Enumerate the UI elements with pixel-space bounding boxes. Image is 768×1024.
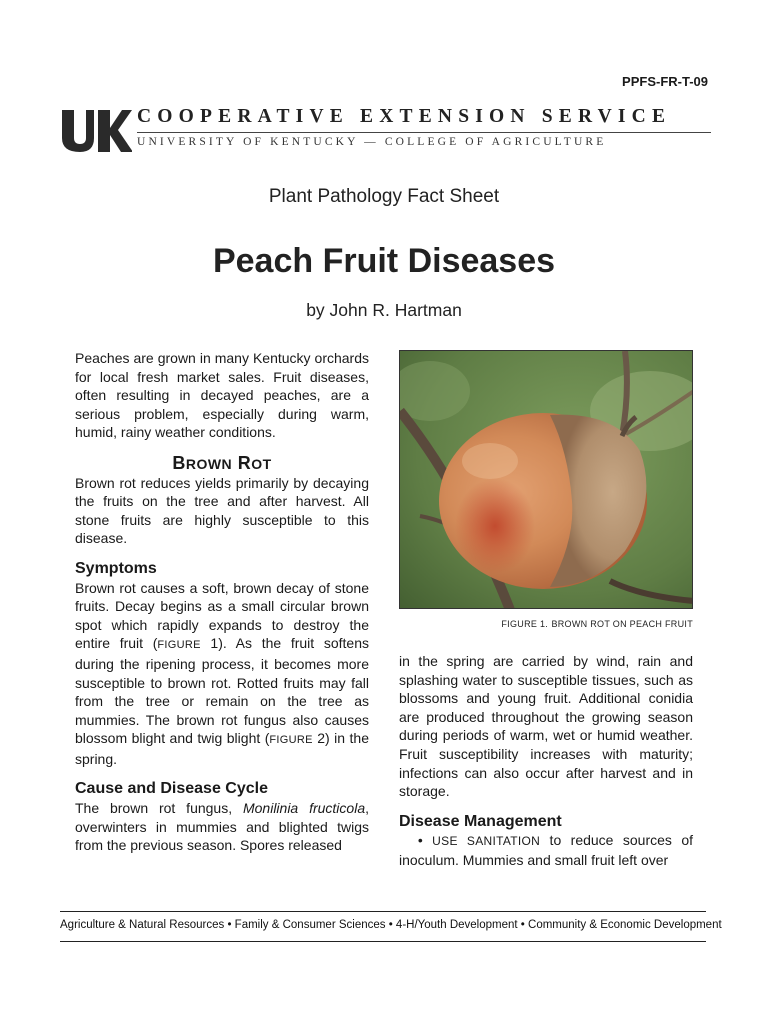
cause-heading: Cause and Disease Cycle [75,780,268,798]
header-rule [137,132,711,133]
section-heading-brown-rot [75,454,369,474]
left-column [75,349,369,855]
symptoms-text: 1). As the fruit softens during the ripening process, it becomes more susceptible to brown rot. Rotted fruits may fall from the tree or remain on the tree as mummies. The brown rot fungus also causes blossom blight and twig blight ( [75,635,369,747]
footer-rule-top [60,911,706,912]
heading-cap: R [237,452,252,473]
document-title: Peach Fruit Diseases [212,242,556,280]
figure-reference: FIGURE [157,639,201,652]
cause-paragraph [75,799,369,855]
footer-program-areas: Agriculture & Natural Resources • Family & Consumer Sciences • 4-H/Youth Development • Community & Economic Development [60,919,722,931]
caption-text: BROWN ROT ON PEACH FRUIT [551,619,693,629]
heading-rest: ROWN [185,455,233,472]
management-bullet: • USE SANITATION to reduce sources of inoculum. Mummies and small fruit left over [399,832,693,868]
organization-title: COOPERATIVE EXTENSION SERVICE [137,106,672,127]
caption-label: FIGURE 1. [501,619,549,629]
symptoms-text: Brown rot causes a soft, brown decay of stone fruits. Decay begins as a small circular brown spot which rapidly expands to destroy the entire fruit ( [75,579,369,652]
bullet-label: USE SANITATION [432,834,541,849]
figure-peach-photo [399,350,693,609]
heading-cap: B [172,452,186,473]
organization-subtitle: UNIVERSITY OF KENTUCKY — COLLEGE OF AGRICULTURE [137,136,607,148]
species-name: Monilinia fructicola [242,800,366,817]
series-title: Plant Pathology Fact Sheet [268,186,500,207]
disease-cycle-continued: in the spring are carried by wind, rain and splashing water to susceptible tissues, such as blossoms and young fruit. Additional conidia are produced throughout the growing season during periods of warm, wet or humid weather. Fruit susceptibility increases with maturity; infections can also occur after harvest and in storage. [399,653,693,800]
cause-text: , overwinters in mummies and blighted twigs from the previous season. Spores released [75,800,369,854]
heading-rest: OT [251,455,272,472]
right-column [399,652,693,870]
peach-photo-illustration [400,351,693,609]
document-code: PPFS-FR-T-09 [622,74,708,89]
brown-rot-paragraph: Brown rot reduces yields primarily by decaying the fruits on the tree and after harvest. All stone fruits are highly susceptible to this disease. [75,474,369,547]
figure-reference: FIGURE [269,734,313,747]
figure-caption [399,618,693,630]
footer-rule-bottom [60,941,706,942]
intro-paragraph: Peaches are grown in many Kentucky orchards for local fresh market sales. Fruit diseases, often resulting in decayed peaches, are a serious problem, especially during warm, humid, rainy weather conditions. [75,350,369,441]
symptoms-heading: Symptoms [75,559,157,577]
symptoms-text: 2) in the spring. [75,730,369,767]
uk-logo [60,108,132,154]
cause-text: The brown rot fungus, [75,800,243,817]
bullet-text: to reduce sources of inoculum. Mummies and small fruit left over [399,832,693,868]
management-heading: Disease Management [399,812,562,830]
author-byline: by John R. Hartman [306,300,462,320]
symptoms-paragraph [75,579,369,769]
